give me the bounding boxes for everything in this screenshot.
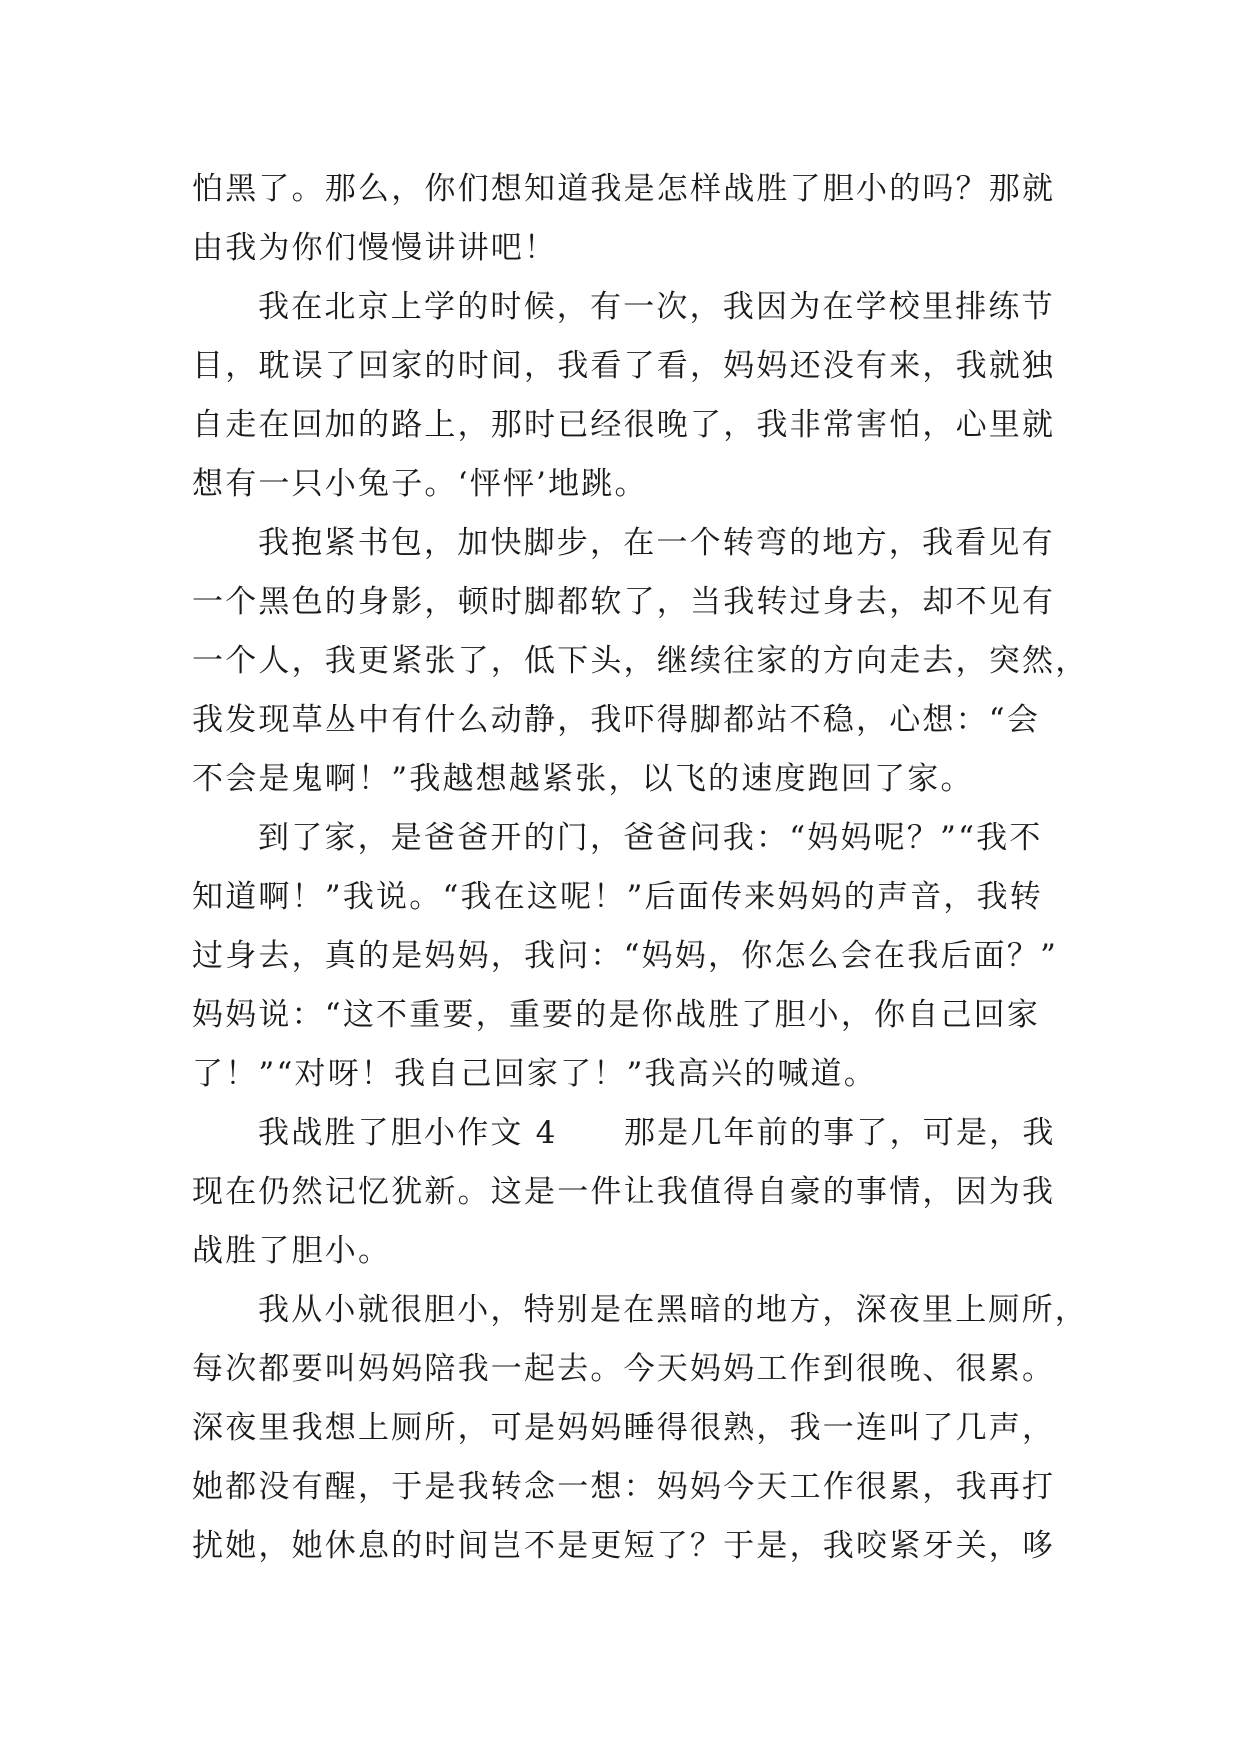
text-line: 她都没有醒，于是我转念一想：妈妈今天工作很累，我再打 <box>192 1469 1056 1505</box>
text-line: 由我为你们慢慢讲讲吧！ <box>192 230 558 266</box>
text-line: 战胜了胆小。 <box>192 1233 392 1269</box>
text-line: 想有一只小兔子。‘怦怦’地跳。 <box>192 466 648 502</box>
text-line: 知道啊！”我说。“我在这呢！”后面传来妈妈的声音，我转 <box>192 879 1043 915</box>
text-line: 怕黑了。那么，你们想知道我是怎样战胜了胆小的吗？那就 <box>192 171 1056 207</box>
text-line: 一个人，我更紧张了，低下头，继续往家的方向走去，突然， <box>192 643 1089 679</box>
text-line: 了！”“对呀！我自己回家了！”我高兴的喊道。 <box>192 1056 877 1092</box>
text-line: 过身去，真的是妈妈，我问：“妈妈，你怎么会在我后面？” <box>192 938 1059 974</box>
document-body <box>192 160 1089 1576</box>
text-line: 我发现草丛中有什么动静，我吓得脚都站不稳，心想：“会 <box>192 702 1041 738</box>
paragraph-start-line: 到了家，是爸爸开的门，爸爸问我：“妈妈呢？”“我不 <box>258 820 1043 856</box>
paragraph-start-line: 我战胜了胆小作文 4 那是几年前的事了，可是，我 <box>258 1115 1056 1151</box>
text-line: 现在仍然记忆犹新。这是一件让我值得自豪的事情，因为我 <box>192 1174 1056 1210</box>
text-line: 不会是鬼啊！”我越想越紧张，以飞的速度跑回了家。 <box>192 761 974 797</box>
text-line: 一个黑色的身影，顿时脚都软了，当我转过身去，却不见有 <box>192 584 1056 620</box>
text-line: 目，耽误了回家的时间，我看了看，妈妈还没有来，我就独 <box>192 348 1056 384</box>
paragraph-start-line: 我在北京上学的时候，有一次，我因为在学校里排练节 <box>258 289 1055 325</box>
text-line: 扰她，她休息的时间岂不是更短了？于是，我咬紧牙关，哆 <box>192 1528 1056 1564</box>
text-line: 妈妈说：“这不重要，重要的是你战胜了胆小，你自己回家 <box>192 997 1041 1033</box>
text-line: 自走在回加的路上，那时已经很晚了，我非常害怕，心里就 <box>192 407 1056 443</box>
paragraph-start-line: 我从小就很胆小，特别是在黑暗的地方，深夜里上厕所， <box>258 1292 1088 1328</box>
text-line: 深夜里我想上厕所，可是妈妈睡得很熟，我一连叫了几声， <box>192 1410 1056 1446</box>
paragraph-start-line: 我抱紧书包，加快脚步，在一个转弯的地方，我看见有 <box>258 525 1055 561</box>
text-line: 每次都要叫妈妈陪我一起去。今天妈妈工作到很晚、很累。 <box>192 1351 1056 1387</box>
